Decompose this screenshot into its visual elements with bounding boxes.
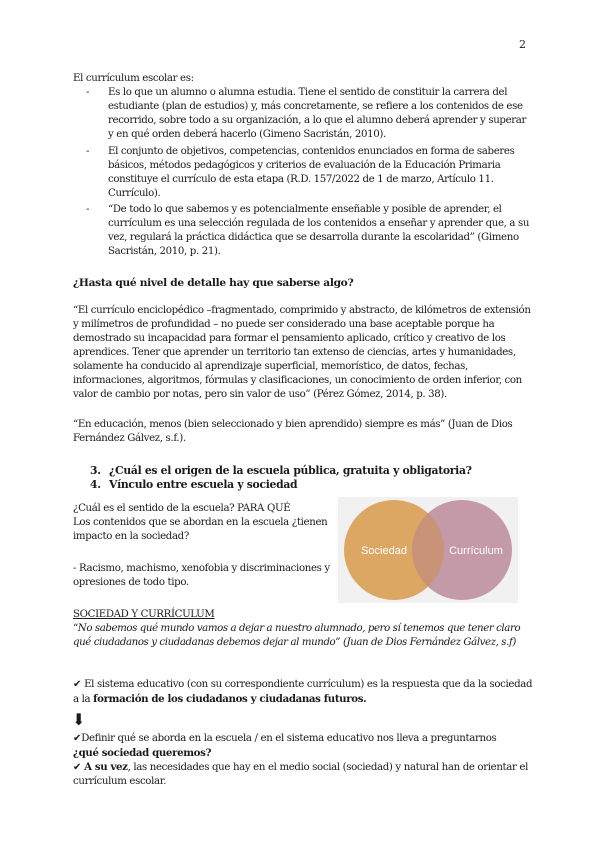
check-item: ✔ El sistema educativo (con su correspondiente currículum) es la respuesta que da la sociedad a la formación de los ciudadanos y ciudadanas futuros. [73, 679, 533, 705]
curriculum-intro: El currículum escolar es: [73, 73, 194, 84]
definition-text: “De todo lo que sabemos y es potencialmente enseñable y posible de aprender, el currículum es una selección regulada de los contenidos a enseñar y aprender que, a su vez, regulará la práctica didáctica que se desarrolla durante la escolaridad” (Gimeno Sacristán, 2010, p. 21). [108, 204, 530, 257]
quote-perez-gomez: “El currículo enciclopédico –fragmentado, comprimido y abstracto, de kilómetros de extensión y milímetros de profundidad – no puede ser considerado una base aceptable porque ha demostrado su incapacidad para formar el pensamiento aplicado, crítico y creativo de los aprendices. Tener que aprender un territorio tan extenso de ciencias, artes y humanidades, solamente ha conducido al aprendizaje superficial, memorístico, de datos, fechas, informaciones, algoritmos, fórmulas y clasificaciones, un conocimiento de orden inferior, con valor de cambio por notas, pero sin valor de uso” (Pérez Gómez, 2014, p. 38). [73, 305, 531, 400]
society-curriculum-title: SOCIEDAD Y CURRÍCULUM [73, 609, 215, 620]
definition-item [86, 145, 534, 201]
numbered-heading [90, 464, 472, 477]
check-icon: ✔ [73, 733, 82, 744]
definition-item [86, 86, 534, 142]
check-item: ✔ A su vez, las necesidades que hay en el medio social (sociedad) y natural han de orientar el currículum escolar. [73, 761, 528, 787]
check-item: ✔Definir qué se aborda en la escuela / en el sistema educativo nos lleva a preguntarnos ¿qué sociedad queremos? [73, 733, 497, 759]
heading-number: 3. [90, 464, 101, 477]
list-dash: - [86, 87, 90, 98]
heading-text: Vínculo entre escuela y sociedad [109, 478, 298, 491]
section-heading: ¿Hasta qué nivel de detalle hay que saberse algo? [73, 277, 354, 289]
society-quote: “No sabemos qué mundo vamos a dejar a nuestro alumnado, pero sí tenemos que tener claro qué ciudadanos y ciudadanas debemos dejar al mundo” (Juan de Dios Fernández Gálvez, s.f) [73, 623, 521, 648]
sense-question: ¿Cuál es el sentido de la escuela? PARA QUÉ [73, 503, 291, 514]
list-dash: - [86, 204, 90, 215]
heading-number: 4. [90, 478, 101, 491]
venn-label-sociedad: Sociedad [361, 545, 407, 557]
heading-text: ¿Cuál es el origen de la escuela pública, gratuita y obligatoria? [109, 464, 472, 477]
list-dash: - [86, 146, 90, 157]
impact-question: Los contenidos que se abordan en la escuela ¿tienen impacto en la sociedad? [73, 517, 328, 542]
pressures-text: - Racismo, machismo, xenofobia y discriminaciones y opresiones de todo tipo. [73, 563, 330, 588]
definition-text: El conjunto de objetivos, competencias, contenidos enunciados en forma de saberes básicos, métodos pedagógicos y criterios de evaluación de la Educación Primaria constituye el currículo de esta etapa (R.D. 157/2022 de 1 de marzo, Artículo 11. Currículo). [108, 146, 515, 199]
definition-item [86, 203, 534, 259]
check-icon: ✔ [73, 762, 82, 773]
venn-label-curriculum: Currículum [449, 545, 503, 557]
page-number: 2 [519, 38, 526, 51]
venn-diagram [338, 497, 518, 603]
definition-text: Es lo que un alumno o alumna estudia. Tiene el sentido de constituir la carrera del estudiante (plan de estudios) y, más concretamente, se refiere a los contenidos de ese recorrido, sobre todo a su organización, a lo que el alumno deberá aprender y superar y en qué orden deberá hacerlo (Gimeno Sacristán, 2010). [108, 87, 527, 140]
check-icon: ✔ [73, 679, 82, 690]
arrow-down-icon: ⬇ [72, 710, 86, 729]
quote-fernandez-galvez: “En educación, menos (bien seleccionado y bien aprendido) siempre es más” (Juan de Dios Fernández Gálvez, s.f.). [73, 419, 513, 444]
numbered-heading [90, 478, 297, 491]
